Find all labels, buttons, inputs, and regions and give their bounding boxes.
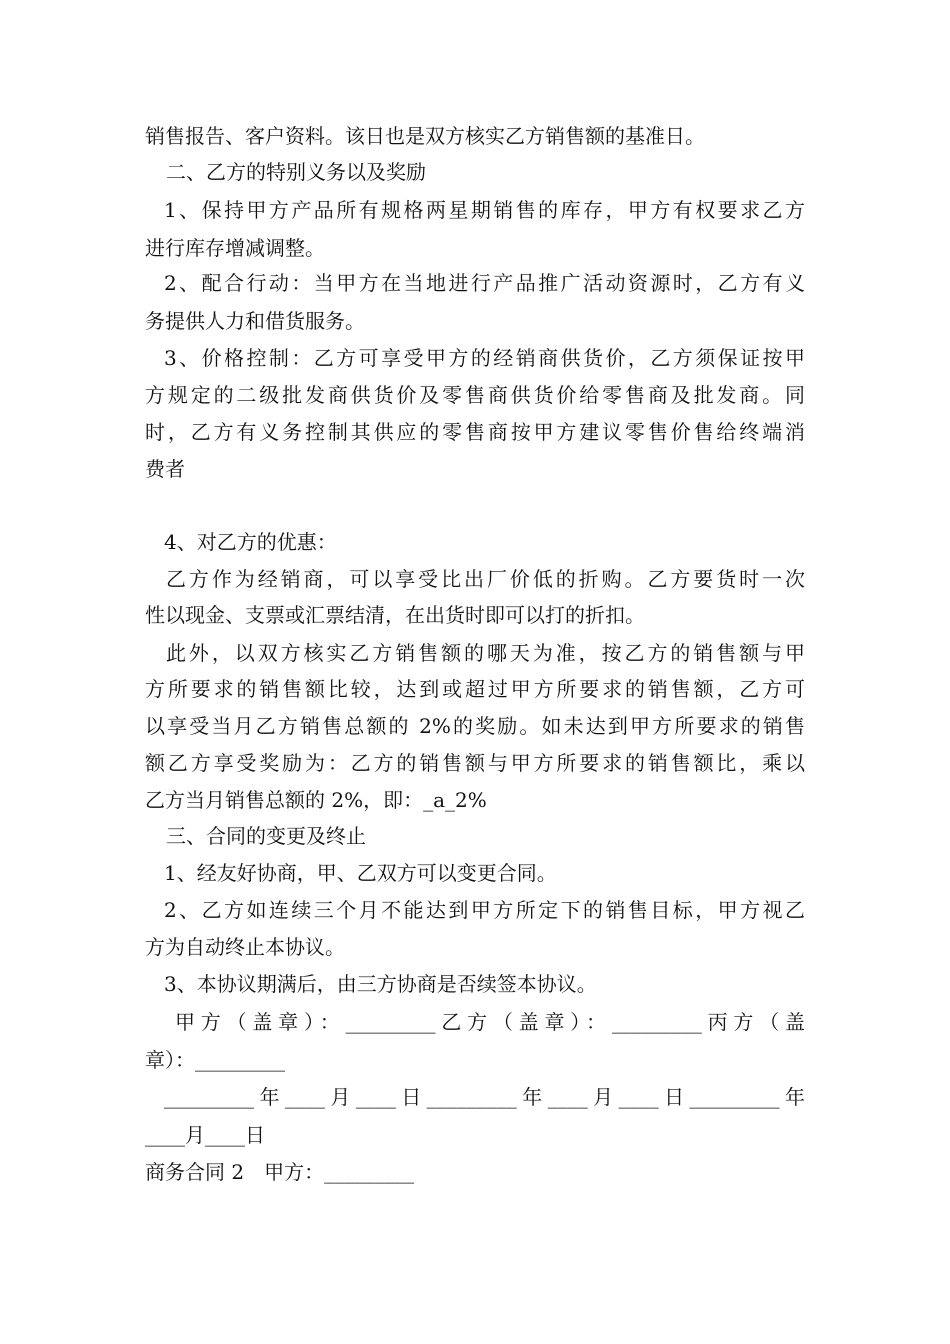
paragraph-line: 务提供人力和借货服务。 xyxy=(145,309,365,333)
paragraph-line: 2、乙方如连续三个月不能达到甲方所定下的销售目标，甲方视乙 xyxy=(164,898,805,922)
paragraph-line: 1、保持甲方产品所有规格两星期销售的库存，甲方有权要求乙方 xyxy=(164,198,805,222)
paragraph-line: 乙方作为经销商，可以享受比出厂价低的折购。乙方要货时一次 xyxy=(166,567,805,591)
paragraph-line: 进行库存增减调整。 xyxy=(145,236,325,260)
paragraph-line: 乙方当月销售总额的 2%，即：_a_2% xyxy=(145,788,487,812)
paragraph-line: 性以现金、支票或汇票结清，在出货时即可以打的折扣。 xyxy=(145,603,645,627)
section-heading: 三、合同的变更及终止 xyxy=(166,824,366,848)
section-heading: 4、对乙方的优惠： xyxy=(164,530,337,554)
paragraph-line: 额乙方享受奖励为：乙方的销售额与甲方所要求的销售额比，乘以 xyxy=(145,751,805,775)
paragraph-line: 方规定的二级批发商供货价及零售商供货价给零售商及批发商。同 xyxy=(145,383,805,407)
paragraph-line: 以享受当月乙方销售总额的 2%的奖励。如未达到甲方所要求的销售 xyxy=(145,714,805,738)
paragraph-line: 方所要求的销售额比较，达到或超过甲方所要求的销售额，乙方可 xyxy=(145,677,805,701)
paragraph-line: 3、价格控制：乙方可享受甲方的经销商供货价，乙方须保证按甲 xyxy=(164,346,805,370)
paragraph-line: 方为自动终止本协议。 xyxy=(145,935,345,959)
section-heading: 二、乙方的特别义务以及奖励 xyxy=(166,160,426,184)
signature-line: 甲方（盖章）：_________乙方（盖章）：_________丙方（盖 xyxy=(175,1010,805,1034)
signature-line: 章）：_________ xyxy=(145,1048,285,1072)
contract-heading: 商务合同 2 甲方：_________ xyxy=(145,1160,415,1184)
paragraph-line: 费者 xyxy=(145,457,185,481)
paragraph-line: 时，乙方有义务控制其供应的零售商按甲方建议零售价售给终端消 xyxy=(145,420,805,444)
date-line: ____月____日 xyxy=(145,1123,265,1147)
paragraph-line: 3、本协议期满后，由三方协商是否续签本协议。 xyxy=(164,972,597,996)
paragraph-line: 2、配合行动：当甲方在当地进行产品推广活动资源时，乙方有义 xyxy=(164,271,805,295)
paragraph-line: 1、经友好协商，甲、乙双方可以变更合同。 xyxy=(164,861,557,885)
paragraph-line: 销售报告、客户资料。该日也是双方核实乙方销售额的基准日。 xyxy=(145,124,705,148)
date-line: _________年____月____日_________年____月____日_________年 xyxy=(164,1085,805,1109)
paragraph-line: 此外，以双方核实乙方销售额的哪天为准，按乙方的销售额与甲 xyxy=(166,641,805,665)
